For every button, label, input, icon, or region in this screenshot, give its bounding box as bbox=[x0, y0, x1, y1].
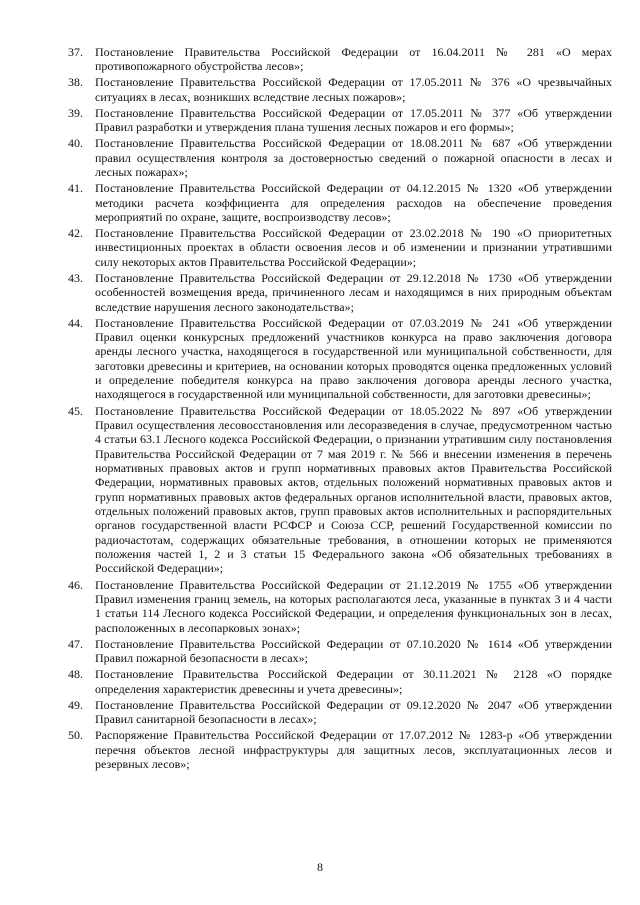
item-number: 42. bbox=[68, 226, 83, 241]
item-number: 37. bbox=[68, 45, 83, 59]
page-number: 8 bbox=[317, 860, 323, 874]
item-number: 40. bbox=[68, 136, 83, 151]
item-text: Постановление Правительства Российской Федерации от 04.12.2015 № 1320 «Об утверждении методики расчета коэффициента для определения расходов на обеспечение проведения мероприятий по охране, защите, воспроизводству лесов»; bbox=[95, 181, 612, 224]
list-item bbox=[68, 316, 612, 402]
item-number: 44. bbox=[68, 315, 83, 330]
list-item bbox=[68, 106, 612, 135]
list-item bbox=[68, 271, 612, 314]
item-number: 48. bbox=[68, 667, 83, 682]
item-text: Постановление Правительства Российской Федерации от 21.12.2019 № 1755 «Об утверждении Правил изменения границ земель, на которых располагаются леса, указанные в пунктах 3 и 4 части 1 статьи 114 Лесного кодекса Российской Федерации, и определения функциональных зон в лесах, расположенных в лесопарковых зонах»; bbox=[95, 577, 612, 635]
item-text: Постановление Правительства Российской Федерации от 29.12.2018 № 1730 «Об утверждении особенностей возмещения вреда, причиненного лесам и находящимся в них природным объектам вследствие нарушения лесного законодательства»; bbox=[95, 270, 612, 314]
item-number: 39. bbox=[68, 105, 83, 120]
list-item bbox=[68, 75, 612, 104]
list-item bbox=[68, 226, 612, 269]
item-number: 49. bbox=[68, 697, 83, 712]
list-item bbox=[68, 45, 612, 74]
item-text: Постановление Правительства Российской Федерации от 17.05.2011 № 377 «Об утверждении Правил разработки и утверждения плана тушения лесных пожаров и его формы»; bbox=[95, 105, 612, 135]
item-text: Постановление Правительства Российской Федерации от 17.05.2011 № 376 «О чрезвычайных ситуациях в лесах, возникших вследствие лесных пожаров»; bbox=[95, 75, 612, 104]
item-text: Постановление Правительства Российской Федерации от 07.03.2019 № 241 «Об утверждении Правил оценки конкурсных предложений участников конкурса на право заключения договора аренды лесного участка, находящегося в государственной или муниципальной собственности, для заготовки древесины и критериев, на основании которых проводятся оценка предложенных условий и определение победителя конкурса на право заключения договора аренды лесного участка, находящегося в государственной или муниципальной собственности, для заготовки древесины»; bbox=[95, 315, 612, 402]
list-item bbox=[68, 404, 612, 576]
item-text: Постановление Правительства Российской Федерации от 16.04.2011 № 281 «О мерах противопожарного обустройства лесов»; bbox=[95, 45, 612, 74]
list-item bbox=[68, 578, 612, 635]
item-number: 43. bbox=[68, 270, 83, 285]
list-item bbox=[68, 667, 612, 696]
item-number: 50. bbox=[68, 728, 83, 743]
item-number: 41. bbox=[68, 181, 83, 196]
list-item bbox=[68, 728, 612, 771]
legal-acts-list bbox=[68, 45, 612, 773]
item-text: Постановление Правительства Российской Федерации от 23.02.2018 № 190 «О приоритетных инвестиционных проектах в области освоения лесов и об изменении и признании утратившими силу некоторых актов Правительства Российской Федерации»; bbox=[95, 226, 612, 269]
item-text: Постановление Правительства Российской Федерации от 07.10.2020 № 1614 «Об утверждении Правил пожарной безопасности в лесах»; bbox=[95, 636, 612, 666]
item-text: Постановление Правительства Российской Федерации от 09.12.2020 № 2047 «Об утверждении Правил санитарной безопасности в лесах»; bbox=[95, 697, 612, 727]
list-item bbox=[68, 181, 612, 224]
list-item bbox=[68, 698, 612, 727]
list-item bbox=[68, 637, 612, 666]
list-item bbox=[68, 136, 612, 179]
item-number: 38. bbox=[68, 75, 83, 90]
item-text: Распоряжение Правительства Российской Федерации от 17.07.2012 № 1283-р «Об утверждении перечня объектов лесной инфраструктуры для защитных лесов, эксплуатационных лесов и резервных лесов»; bbox=[95, 728, 612, 771]
item-number: 45. bbox=[68, 403, 83, 418]
item-text: Постановление Правительства Российской Федерации от 18.05.2022 № 897 «Об утверждении Правил осуществления лесовосстановления или лесоразведения в случае, предусмотренном частью 4 статьи 63.1 Лесного кодекса Российской Федерации, о признании утратившим силу постановления Правительства Российской Федерации от 7 мая 2019 г. № 566 и внесении изменения в перечень нормативных правовых актов и групп нормативных правовых актов Правительства Российской Федерации, нормативных правовых актов, отдельных положений нормативных правовых актов и групп нормативных правовых актов федеральных органов исполнительной власти, правовых актов, отдельных положений правовых актов, групп правовых актов исполнительных и распорядительных органов государственной власти РСФСР и Союза ССР, решений Государственной комиссии по радиочастотам, содержащих обязательные требования, в отношении которых не применяются положения частей 1, 2 и 3 статьи 15 Федерального закона «Об обязательных требованиях в Российской Федерации»; bbox=[95, 403, 612, 576]
item-number: 47. bbox=[68, 636, 83, 651]
item-text: Постановление Правительства Российской Федерации от 30.11.2021 № 2128 «О порядке определения характеристик древесины и учета древесины»; bbox=[95, 667, 612, 696]
item-number: 46. bbox=[68, 577, 83, 592]
item-text: Постановление Правительства Российской Федерации от 18.08.2011 № 687 «Об утверждении правил осуществления контроля за достоверностью сведений о пожарной опасности в лесах и лесных пожарах»; bbox=[95, 136, 612, 180]
